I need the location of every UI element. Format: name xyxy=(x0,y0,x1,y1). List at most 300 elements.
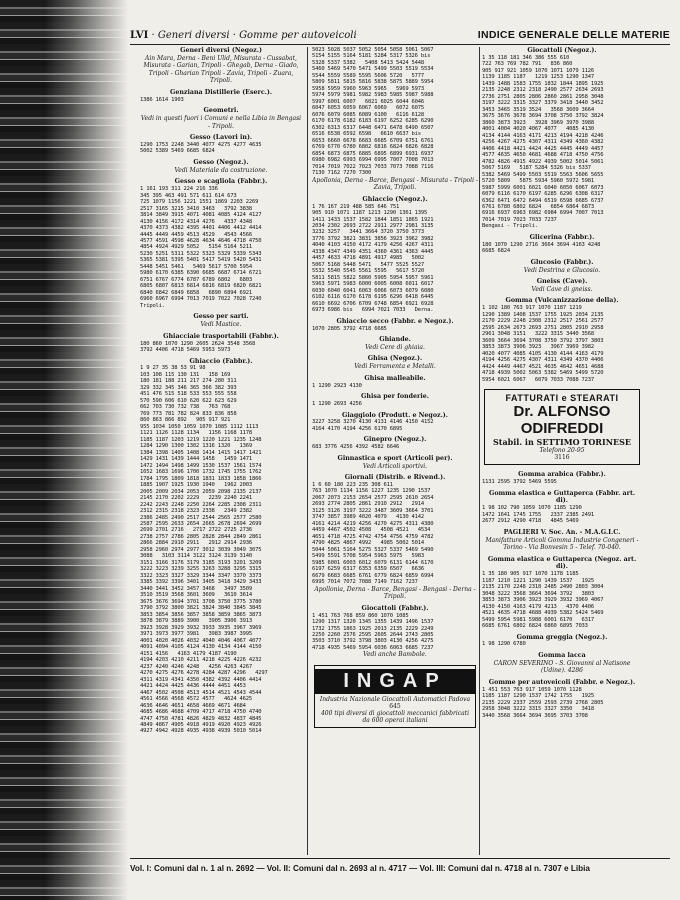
index-entry xyxy=(140,47,302,85)
ad-number: 645 xyxy=(389,702,401,710)
number-line: 3440 3568 3664 3694 3695 3703 3708 xyxy=(482,712,588,719)
ad-headline: FATTURATI e STEARATI xyxy=(505,393,619,404)
entry-heading: Gomma elastica e Guttaperca (Negoz. art. di). xyxy=(487,555,637,571)
number-line: 6769 6770 6780 6802 6816 6824 6826 6828 xyxy=(312,144,434,151)
number-line: 662 703 730 732 738 763 768 xyxy=(140,404,231,411)
number-line: 1472 1641 1745 1755 2337 2385 2491 xyxy=(482,511,595,518)
index-entry xyxy=(140,134,302,155)
advertisement-odifreddi xyxy=(484,389,640,465)
number-line: 6076 6079 6085 6089 6100 6116 6128 xyxy=(312,111,425,118)
number-line: 4636 4646 4651 4658 4669 4671 4684 xyxy=(140,702,246,709)
number-line: 1290 1389 1408 1537 1755 1925 2034 2135 xyxy=(482,311,604,318)
number-line: 6995 7014 7072 7088 7149 7162 7237 xyxy=(312,579,418,586)
number-line: 683 3776 4256 4392 4582 6646 xyxy=(312,444,400,451)
number-line: 1 1290 2923 4130 xyxy=(312,382,362,389)
index-entry xyxy=(482,259,642,274)
index-entry xyxy=(140,313,302,328)
commune-numbers xyxy=(482,305,642,383)
number-line: 1 451 553 763 917 1059 1070 1128 xyxy=(482,686,582,693)
number-line: 1411 1433 1537 1582 1844 1851 1865 1921 xyxy=(312,216,434,223)
number-line: 6170 6178 6182 6183 6197 6252 6285 6290 xyxy=(312,118,434,125)
number-line: 6197 6259 6317 6353 6359 6507 6636 xyxy=(312,566,425,573)
number-line: 3853 3873 3906 3923 3967 3969 3982 xyxy=(482,344,595,351)
number-line: 6916 6937 6963 6982 6984 6994 7007 7013 xyxy=(482,210,604,217)
number-line: 2242 2243 2248 2250 2264 2285 2308 2311 xyxy=(140,501,262,508)
number-line: 725 1079 1156 1221 1551 1869 2203 2269 xyxy=(140,199,259,206)
index-entry xyxy=(482,47,642,230)
number-line: 1 35 180 905 917 1070 1178 1185 xyxy=(482,571,579,578)
entry-reference: Apollonia, Derna - Barce, Bengasi - Bengasi - Derna - Tripoli. xyxy=(314,585,476,601)
number-line: 3503 3710 3792 3798 3803 4130 4256 4275 xyxy=(312,638,434,645)
number-line: 763 1070 1134 1156 1227 1235 1290 1537 xyxy=(312,488,431,495)
volume-footer: Vol. I: Comuni dal n. 1 al n. 2692 — Vol. II: Comuni dal n. 2693 al n. 4717 — Vol. III: Comuni dal n. 4718 al n. 7307 e Libia xyxy=(130,864,590,873)
number-line: 4790 4825 4867 4992 4985 5002 5014 xyxy=(312,540,425,547)
index-entry xyxy=(140,89,302,103)
entry-heading: Ghiande. xyxy=(379,336,411,344)
entry-heading: Glucosio (Fabbr.). xyxy=(530,258,594,266)
index-entry xyxy=(312,412,478,433)
number-line: 1429 1431 1439 1444 1458 1459 1471 xyxy=(140,456,253,463)
number-line: 5499 5591 5708 5954 5963 5975 5983 xyxy=(312,553,425,560)
scan-shadow-edge xyxy=(0,0,128,900)
entry-heading: Gomma greggia (Negoz.). xyxy=(516,633,608,641)
number-line: 6516 6538 6592 6598 6610 6637 bis xyxy=(312,131,421,138)
commune-numbers xyxy=(140,341,302,354)
commune-numbers xyxy=(482,505,642,524)
number-line: 451 476 515 518 533 553 555 558 xyxy=(140,391,237,398)
index-entry xyxy=(140,333,302,354)
number-line: 2958 3048 3222 3315 3327 3350 3418 xyxy=(482,706,595,713)
number-line: 3790 3792 3800 3821 3824 3840 3845 3845 xyxy=(140,605,262,612)
number-line: 5544 5559 5589 5595 5606 5720 5777 xyxy=(312,72,425,79)
number-line: 4311 4319 4341 4350 4382 4392 4406 4414 xyxy=(140,676,262,683)
index-entry xyxy=(482,490,642,525)
entry-heading: PAGLIERI V. Soc. An. - M.A.G.I.C. xyxy=(503,528,621,536)
number-line: 1070 2805 3792 4718 6685 xyxy=(312,325,387,332)
number-line: 6653 6660 6678 6683 6685 6709 6751 6761 xyxy=(312,137,434,144)
number-line: 3747 3857 3989 4020 4079 4130 4142 xyxy=(312,514,425,521)
footer-rule xyxy=(130,858,670,859)
number-line: 4421 4424 4425 4436 4444 4451 4453 xyxy=(140,683,246,690)
ad-company-name: Dr. ALFONSO ODIFREDDI xyxy=(513,403,611,438)
number-line: 2135 2248 2312 2318 2490 2577 2634 2693 xyxy=(482,87,604,94)
number-line: 4338 4347 4349 4351 4360 4361 4363 4445 xyxy=(312,248,434,255)
column-3 xyxy=(482,47,642,855)
number-line: 2135 2229 2337 2559 2593 2739 2768 2805 xyxy=(482,699,604,706)
number-line: 3453 3465 3519 3524 3568 3609 3664 xyxy=(482,106,595,113)
number-line: 1784 1795 1809 1818 1831 1833 1858 1866 xyxy=(140,475,262,482)
index-entry xyxy=(482,278,642,293)
number-line: 180 860 1070 1290 2605 2624 3548 3568 xyxy=(140,340,256,347)
number-line: 4561 4566 4568 4572 4577 4624 4625 xyxy=(140,696,253,703)
entry-heading: Gneiss (Cave). xyxy=(536,278,588,286)
entry-reference: CARON SEVERINO - S. Giovanni al Natisone (Udine). 4286 xyxy=(493,659,631,675)
number-line: 180 1070 1290 2716 3664 3694 4163 4248 xyxy=(482,241,601,248)
number-line: 1 102 180 763 917 1070 1187 1219 xyxy=(482,305,582,312)
index-entry xyxy=(312,375,478,389)
commune-numbers xyxy=(482,479,642,485)
number-line: 5987 5999 6001 6021 6040 6050 6067 6073 xyxy=(482,184,604,191)
column-2 xyxy=(312,47,478,855)
number-line: 2170 2229 2248 2308 2312 2517 2561 2577 xyxy=(482,318,604,325)
entry-heading: Gomma arabica (Fabbr.). xyxy=(518,471,606,479)
number-line: 3971 3973 3977 3981 3983 3987 3995 xyxy=(140,631,253,638)
number-line: 4457 4633 4718 4891 4917 4985 5002 xyxy=(312,255,425,262)
number-line: 5532 5540 5545 5561 5595 5617 5720 xyxy=(312,268,425,275)
number-line: 860 863 866 892 905 917 921 xyxy=(140,417,231,424)
advertisement-ingap xyxy=(314,665,476,728)
number-line: 2961 3048 3151 3222 3315 3440 3568 xyxy=(482,331,595,338)
number-line: 5460 5469 5470 5471 5499 5503 5519 5534 xyxy=(312,66,434,73)
number-line: 7014 7019 7023 7033 7237 xyxy=(482,216,557,223)
number-line: 1 35 118 181 346 386 555 610 xyxy=(482,54,570,61)
number-line: 3227 3258 3270 4130 4131 4146 4150 4152 xyxy=(312,419,434,426)
number-line: 4849 4867 4905 4918 4919 4920 4923 4926 xyxy=(140,722,262,728)
number-line: 1185 1187 1290 1537 1742 1755 1925 xyxy=(482,693,595,700)
ad-location: Stabil. in SETTIMO TORINESE xyxy=(493,437,631,448)
number-line: 6610 6692 6706 6709 6748 6854 6921 6928 xyxy=(312,300,434,307)
number-line: 3197 3222 3315 3327 3379 3418 3440 3452 xyxy=(482,100,604,107)
number-line: 6030 6040 6041 6063 6066 6073 6079 6080 xyxy=(312,287,434,294)
number-line: 1 98 1290 6780 xyxy=(482,641,526,648)
commune-numbers xyxy=(312,613,478,652)
number-line: 4467 4502 4508 4513 4514 4521 4543 4544 xyxy=(140,689,262,696)
section-title: Generi diversi · Gomme per autoveicoli xyxy=(157,29,357,41)
number-line: 2738 2757 2786 2805 2828 2844 2849 2861 xyxy=(140,533,262,540)
number-line: 5154 5155 5164 5181 5284 5317 5326 bis xyxy=(312,53,431,60)
number-line: 4718 4939 5002 5063 5382 5469 5499 5720 xyxy=(482,370,604,377)
number-line: 2517 3165 3215 3410 3463 3792 3838 xyxy=(140,205,253,212)
number-line: 4040 4103 4150 4172 4179 4256 4267 4311 xyxy=(312,242,434,249)
number-line: 5067 5168 5448 5471 5477 5525 5527 xyxy=(312,261,425,268)
number-line: Tripoli. xyxy=(140,302,165,309)
number-line: 4521 4635 4718 4688 4939 5382 5424 5469 xyxy=(482,610,604,617)
number-line: 5974 5979 5981 5982 5983 5985 5987 5988 xyxy=(312,92,434,99)
index-entry xyxy=(312,355,478,370)
number-line: 5809 5811 5815 5816 5838 5875 5889 5954 xyxy=(312,79,434,86)
number-line: 4256 4267 4275 4307 4311 4349 4360 4382 xyxy=(482,139,604,146)
number-line: 2145 2170 2202 2229 2239 2240 2241 xyxy=(140,495,253,502)
number-line: 5230 5251 5311 5322 5323 5329 5339 5343 xyxy=(140,250,262,257)
number-line: 5023 5028 5037 5052 5054 5058 5061 5067 xyxy=(312,47,434,53)
number-line: 3853 3873 3906 3923 3929 3932 3969 4067 xyxy=(482,597,604,604)
number-line: 6047 6053 6059 6067 6069 6072 6075 xyxy=(312,105,425,112)
index-title: INDICE GENERALE DELLE MATERIE xyxy=(477,29,670,41)
commune-numbers xyxy=(140,97,302,103)
index-entry xyxy=(482,529,642,552)
number-line: 1121 1126 1128 1134 1156 1168 1178 xyxy=(140,430,253,437)
number-line: 2135 2170 2248 2318 2485 2490 2803 3004 xyxy=(482,584,604,591)
number-line: 2386 2485 2490 2517 2544 2565 2577 2580 xyxy=(140,514,262,521)
number-line: 6805 6807 6813 6814 6816 6819 6820 6821 xyxy=(140,283,262,290)
number-line: 3088 3103 3114 3122 3124 3139 3140 xyxy=(140,553,253,560)
number-line: 4130 4150 4163 4179 4213 4370 4406 xyxy=(482,603,595,610)
number-line: 7130 7162 7270 7300 xyxy=(312,170,372,177)
entry-heading: Gomme per autoveicoli (Fabbr. e Negoz.). xyxy=(488,678,636,686)
entry-heading: Geometri. xyxy=(203,107,239,115)
number-line: 6973 6986 bis 6994 7021 7033 Derna. xyxy=(312,307,434,314)
index-entry xyxy=(312,47,478,192)
index-entry xyxy=(312,393,478,407)
number-line: 3675 3676 3694 3701 3708 3750 3775 3780 xyxy=(140,598,262,605)
number-line: 5499 5954 5981 5988 6001 6170 6317 xyxy=(482,616,595,623)
number-line: 5811 5815 5822 5860 5905 5954 5957 5961 xyxy=(312,274,434,281)
number-line: 769 773 781 782 824 833 836 858 xyxy=(140,410,237,417)
number-line: 4459 4467 4502 4508 4508 4521 4534 xyxy=(312,527,431,534)
number-line: 3878 3879 3889 3900 3905 3906 3913 xyxy=(140,618,253,625)
commune-numbers xyxy=(312,444,478,450)
number-line: 905 910 1071 1187 1213 1290 1361 1395 xyxy=(312,210,428,217)
number-line: 2005 2009 2034 2053 2059 2098 2135 2137 xyxy=(140,488,262,495)
entry-heading: Ghisa malleabile. xyxy=(364,374,426,382)
number-line: 6960 6967 6994 7013 7019 7022 7028 7240 xyxy=(140,296,262,303)
number-line: 722 763 769 782 791 836 860 xyxy=(482,61,573,68)
entry-reference: Vedi Ferramenta e Metalli. xyxy=(354,363,436,371)
commune-numbers xyxy=(140,142,302,155)
entry-heading: Gomma elastica e Guttaperca (Fabbr. art. di). xyxy=(488,489,636,505)
commune-numbers xyxy=(312,326,478,332)
index-entry xyxy=(482,471,642,485)
number-line: 3675 3676 3678 3694 3708 3750 3792 3824 xyxy=(482,113,604,120)
number-line: 4164 4170 4194 4256 6170 6895 xyxy=(312,425,403,432)
number-line: 1 98 102 790 1059 1070 1185 1290 xyxy=(482,505,582,512)
number-line: 6079 6116 6170 6197 6285 6296 6308 6317 xyxy=(482,191,604,198)
number-line: 4854 4924 4929 5052 5154 5164 5211 xyxy=(140,244,253,251)
number-line: 1732 1755 1863 1925 2013 2135 2229 2249 xyxy=(312,625,434,632)
number-line: 6685 6761 6802 6824 6860 6895 7033 xyxy=(482,623,588,630)
number-line: 4001 4020 4026 4032 4040 4046 4067 4077 xyxy=(140,637,262,644)
number-line: 4001 4004 4020 4067 4077 4085 4130 xyxy=(482,126,595,133)
number-line: 2677 2912 4290 4718 4845 5469 xyxy=(482,518,579,525)
page-header xyxy=(130,28,670,42)
number-line: 4270 4275 4276 4278 4284 4287 4296 4297 xyxy=(140,670,268,677)
number-line: 1187 1210 1221 1290 1439 1537 1925 xyxy=(482,577,595,584)
number-line: 3814 3849 3915 4071 4081 4085 4124 4127 xyxy=(140,212,262,219)
number-line: 3125 3126 3197 3222 3487 3609 3664 3701 xyxy=(312,507,434,514)
index-entry xyxy=(482,556,642,630)
number-line: 5365 5381 5395 5401 5417 5419 5420 5431 xyxy=(140,257,262,264)
running-head: LVI · Generi diversi · Gomme per autoveicoli xyxy=(130,29,357,41)
ad-phone: Telefono 20-95 xyxy=(539,447,585,455)
number-line: 3510 3519 3568 3601 3609 3610 3614 xyxy=(140,592,253,599)
number-line: 1 161 193 311 224 216 336 xyxy=(140,186,218,193)
number-line: 6362 6471 6472 6494 6519 6598 6685 6737 xyxy=(482,197,604,204)
entry-heading: Gesso (Lavori in). xyxy=(189,134,253,142)
number-line: 4134 4144 4163 4171 4213 4194 4218 4246 xyxy=(482,132,604,139)
number-line: 345 395 463 491 571 611 614 673 xyxy=(140,192,237,199)
number-line: 6102 6116 6170 6178 6195 6296 6418 6445 xyxy=(312,294,434,301)
number-line: 1 76 167 219 488 585 646 751 xyxy=(312,203,400,210)
number-line: 1652 1683 1696 1700 1732 1745 1755 1762 xyxy=(140,469,262,476)
number-line: 3048 3222 3568 3664 3694 3792 3803 xyxy=(482,590,595,597)
number-line: 4091 4094 4105 4124 4130 4134 4144 4150 xyxy=(140,644,262,651)
number-line: 6679 6683 6685 6761 6779 6824 6859 6994 xyxy=(312,572,434,579)
number-line: 4782 4826 4915 4922 4939 5002 5014 5061 xyxy=(482,158,604,165)
index-entry xyxy=(312,455,478,470)
commune-numbers xyxy=(482,571,642,629)
number-line: 1384 1398 1405 1408 1414 1415 1417 1421 xyxy=(140,449,262,456)
commune-numbers xyxy=(312,419,478,432)
number-line: 3923 3928 3929 3932 3933 3935 3967 3969 xyxy=(140,624,262,631)
number-line: 3853 3854 3856 3857 3858 3859 3865 3873 xyxy=(140,611,262,618)
number-line: 1439 1488 1583 1755 1832 1844 1895 1925 xyxy=(482,80,604,87)
entry-heading: Ginnastica e sport (Articoli per). xyxy=(337,454,453,462)
commune-numbers xyxy=(312,401,478,407)
entry-heading: Ghisa per fonderie. xyxy=(361,393,429,401)
number-line: 2595 2634 2673 2693 2751 2805 2910 2958 xyxy=(482,324,604,331)
entry-heading: Giornali (Distrib. e Rivend.). xyxy=(344,474,446,482)
entry-reference: Vedi Cave di gneiss. xyxy=(531,285,593,293)
number-line: 5044 5061 5164 5275 5327 5337 5469 5490 xyxy=(312,546,434,553)
number-line: 905 917 921 1059 1070 1071 1079 1126 xyxy=(482,67,595,74)
entry-heading: Generi diversi (Negoz.) xyxy=(180,47,262,54)
number-line: 2736 2751 2805 2806 2860 2861 2958 3048 xyxy=(482,93,604,100)
index-entry xyxy=(140,358,302,735)
entry-heading: Giaggiolo (Produtt. e Negoz.). xyxy=(342,411,448,419)
number-line: 2693 2774 2805 2861 2910 2912 2914 xyxy=(312,501,425,508)
entry-heading: Ghiaccio (Fabbr.). xyxy=(189,357,253,365)
number-line: 6840 6842 6849 6858 6890 6894 6921 xyxy=(140,289,253,296)
commune-numbers xyxy=(312,204,478,314)
entry-heading: Gesso per sarti. xyxy=(193,313,249,321)
index-entry xyxy=(482,634,642,648)
number-line: 6685 6824 xyxy=(482,248,511,255)
number-line: 5720 5809 5875 5934 5960 5972 5981 xyxy=(482,178,595,185)
index-entry xyxy=(482,652,642,675)
ad-tagline: Industria Nazionale Giocattoli Automatici Padova xyxy=(319,695,471,703)
entry-reference: Manifatture Articoli Gomma Industrie Congeneri - Torino - Via Bonvesin 5 - Telef. 70-040. xyxy=(485,536,639,552)
entry-heading: Giocattoli (Negoz.). xyxy=(527,47,597,54)
header-rule xyxy=(130,44,670,45)
entry-reference: Apollonia, Derna - Barce, Bengasi - Misurata - Tripoli - Zavia, Tripoli. xyxy=(312,176,478,192)
commune-numbers xyxy=(312,47,478,177)
index-entry xyxy=(482,234,642,255)
index-entry xyxy=(312,436,478,450)
index-entry xyxy=(482,679,642,719)
number-line: 3385 3392 3396 3401 3405 3418 3429 3433 xyxy=(140,579,262,586)
number-line: 4577 4635 4650 4681 4688 4718 4750 4756 xyxy=(482,152,604,159)
number-line: 5328 5337 5382 5408 5413 5424 5448 xyxy=(312,59,425,66)
number-line: 1885 1907 1925 1930 1940 1962 2003 xyxy=(140,482,253,489)
ad-number: 3116 xyxy=(554,454,570,462)
index-entry xyxy=(312,605,478,659)
number-line: 5954 6021 6067 6079 7033 7088 7237 xyxy=(482,376,595,383)
number-line: 3222 3223 3239 3255 3263 3288 3295 3315 xyxy=(140,566,262,573)
number-line: 103 108 115 130 131 158 169 xyxy=(140,371,231,378)
entry-heading: Gesso (Negoz.). xyxy=(193,158,249,166)
number-line: 4651 4718 4725 4742 4754 4756 4759 4782 xyxy=(312,533,434,540)
number-line: 4718 4935 5469 5954 6036 6063 6685 7237 xyxy=(312,644,434,651)
entry-reference: Vedi in questi fuori i Comuni e nella Libia in Bengasi - Tripoli. xyxy=(140,115,302,130)
column-1 xyxy=(140,47,302,855)
number-line: 2250 2260 2576 2595 2605 2644 2743 2805 xyxy=(312,631,434,638)
number-line: 4130 4156 4172 4314 4276 4337 4348 xyxy=(140,218,253,225)
entry-heading: Gomma (Vulcanizzazione della). xyxy=(505,297,619,305)
number-line: 180 181 188 211 217 274 280 311 xyxy=(140,378,237,385)
index-entry xyxy=(312,336,478,351)
number-line: 5980 6170 6385 6390 6685 6687 6714 6721 xyxy=(140,270,262,277)
number-line: 2866 2884 2910 2911 2912 2914 2936 xyxy=(140,540,253,547)
number-line: 2958 2960 2974 2977 3012 3039 3049 3075 xyxy=(140,546,262,553)
number-line: 5382 5469 5499 5503 5519 5563 5606 5655 xyxy=(482,171,604,178)
number-line: 1472 1494 1498 1499 1530 1537 1561 1574 xyxy=(140,462,262,469)
number-line: 4445 4449 4459 4513 4529 4543 4566 xyxy=(140,231,253,238)
number-line: 1139 1185 1187 1219 1253 1290 1347 xyxy=(482,74,595,81)
entry-heading: Glicerina (Fabbr.). xyxy=(529,233,595,241)
number-line: Bengasi - Tripoli. xyxy=(482,223,539,230)
number-line: 329 332 345 346 365 366 382 393 xyxy=(140,384,237,391)
entry-heading: Ginepro (Negoz.). xyxy=(363,436,427,444)
index-entry xyxy=(140,159,302,174)
index-entry xyxy=(312,196,478,314)
number-line: 3440 3441 3452 3457 3468 3497 3509 xyxy=(140,585,253,592)
number-line: 5002 5389 5469 6685 6824 xyxy=(140,148,215,155)
number-line: 2587 2595 2633 2654 2665 2678 2694 2699 xyxy=(140,520,262,527)
number-line: 6854 6873 6875 6885 6895 6899 6931 6937 xyxy=(312,150,434,157)
entry-heading: Giocattoli (Fabbr.). xyxy=(361,604,429,612)
number-line: 4370 4373 4382 4395 4401 4406 4412 4414 xyxy=(140,225,262,232)
index-entry xyxy=(140,107,302,130)
entry-reference: Vedi Articoli sportivi. xyxy=(362,462,428,470)
number-line: 1 451 763 768 859 860 1070 1085 xyxy=(312,612,409,619)
number-line: 6980 6982 6993 6994 6995 7007 7008 7013 xyxy=(312,157,434,164)
ad-brand-name: INGAP xyxy=(315,669,475,694)
entry-reference: Vedi Destrina e Glucosio. xyxy=(523,266,601,274)
number-line: 5448 5451 5461 5469 5617 5700 5954 xyxy=(140,263,253,270)
entry-reference: Vedi anche Bambole. xyxy=(363,651,427,659)
commune-numbers xyxy=(482,242,642,255)
number-line: 5958 5959 5960 5963 5965 5969 5973 xyxy=(312,85,425,92)
index-entry xyxy=(312,318,478,332)
number-line: 3232 3257 3441 3664 3720 3750 3773 xyxy=(312,229,425,236)
number-line: 570 590 606 610 620 622 623 629 xyxy=(140,397,237,404)
number-line: 2034 2302 2693 2722 2911 2977 2981 3135 xyxy=(312,223,434,229)
number-line: 1 9 27 35 38 53 91 98 xyxy=(140,365,206,372)
entry-reference: Vedi Materiale da costruzione. xyxy=(174,166,268,174)
index-entry xyxy=(140,178,302,309)
commune-numbers xyxy=(482,55,642,230)
entry-heading: Genziana Distillerie (Eserc.). xyxy=(169,88,273,96)
number-line: 3776 3792 3821 3831 3856 3923 3962 3982 xyxy=(312,235,434,242)
number-line: 4424 4449 4467 4521 4635 4642 4651 4688 xyxy=(482,363,604,370)
entry-reference: Ain Mara, Derna - Beni Ulid, Misurata - Cussabat, Misurata - Garian, Tripoli - Ghegab, Derna - Giado, Tripoli - Gharian Tripoli - Zavia, Tripoli - Zuara, Tripoli. xyxy=(143,54,299,85)
number-line: 4194 4203 4210 4211 4218 4225 4226 4232 xyxy=(140,657,262,664)
number-line: 4151 4156 4163 4179 4187 4190 xyxy=(140,650,237,657)
commune-numbers xyxy=(482,641,642,647)
entry-heading: Ghiacciaie trasportabili (Fabbr.). xyxy=(163,332,279,340)
number-line: 7014 7019 7022 7023 7033 7073 7088 7116 xyxy=(312,163,434,170)
number-line: 1 6 60 180 223 235 308 611 xyxy=(312,481,393,488)
ad-description: 400 tipi diversi di giocattoli meccanici fabbricati da 600 operai italiani xyxy=(320,709,470,724)
number-line: 3151 3166 3176 3179 3185 3193 3201 3209 xyxy=(140,559,262,566)
number-line: 1386 1614 1903 xyxy=(140,96,184,103)
commune-numbers xyxy=(312,383,478,389)
number-line: 2699 2701 2716 2717 2722 2725 2736 xyxy=(140,527,253,534)
number-line: 5997 6001 6007 6021 6025 6044 6046 xyxy=(312,98,425,105)
column-divider xyxy=(479,47,480,855)
entry-heading: Ghiaccio secco (Fabbr. e Negoz.). xyxy=(336,317,454,325)
number-line: 5985 6001 6003 6012 6079 6131 6144 6170 xyxy=(312,559,434,566)
page-number: LVI xyxy=(130,29,149,41)
number-line: 4685 4686 4688 4709 4717 4718 4750 4740 xyxy=(140,709,262,716)
number-line: 2312 2315 2318 2323 2338 2349 2382 xyxy=(140,508,253,515)
number-line: 1185 1187 1203 1219 1220 1221 1235 1248 xyxy=(140,436,262,443)
number-line: 6751 6767 6774 6787 6789 6802 6803 xyxy=(140,276,253,283)
number-line: 3322 3323 3327 3329 3344 3347 3370 3373 xyxy=(140,572,262,579)
number-line: 3860 3873 3923 3928 3969 3970 3988 xyxy=(482,119,595,126)
index-entry xyxy=(482,297,642,383)
number-line: 4237 4240 4246 4248 4256 4263 4267 xyxy=(140,663,253,670)
